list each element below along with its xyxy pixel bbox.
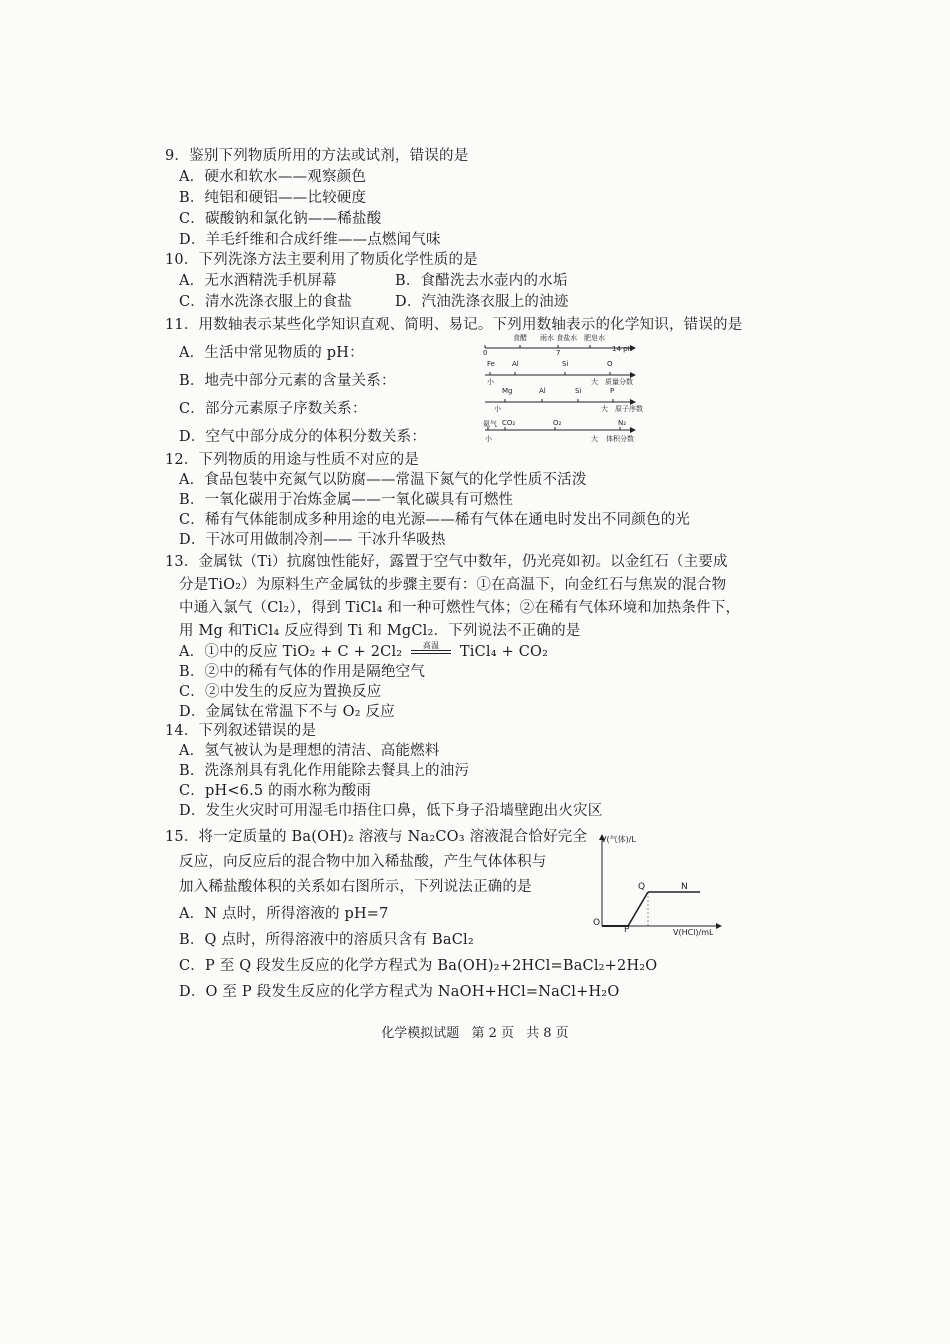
q13-line-4: 用 Mg 和TiCl₄ 反应得到 Ti 和 MgCl₂．下列说法不正确的是 — [179, 623, 581, 639]
q11-option-d: D．空气中部分成分的体积分数关系： — [179, 429, 427, 445]
axis-d-top-4: N₂ — [618, 419, 627, 427]
q15-line-1: 15．将一定质量的 Ba(OH)₂ 溶液与 Na₂CO₃ 溶液混合恰好完全 — [165, 829, 588, 845]
axis-d-top-1: 氦气 — [483, 420, 497, 428]
q12-option-a: A．食品包装中充氮气以防腐——常温下氮气的化学性质不活泼 — [179, 472, 587, 488]
q10-option-d: D．汽油洗涤衣服上的油迹 — [395, 294, 569, 310]
axis-b-top-4: O — [607, 360, 613, 368]
q10-option-b: B．食醋洗去水壶内的水垢 — [395, 273, 568, 289]
q10-row2 — [179, 292, 569, 312]
axis-a-top-3: 肥皂水 — [584, 334, 605, 342]
axis-b-top-3: Si — [562, 360, 569, 368]
gas-volume-graph — [590, 832, 730, 940]
graph-y-label: V(气体)/L — [601, 835, 636, 844]
axis-a-bottom-2: 7 — [556, 349, 561, 357]
footer-total: 共 8 页 — [526, 1026, 569, 1041]
q13-option-a — [179, 642, 548, 662]
q9-option-a: A．硬水和软水——观察颜色 — [179, 169, 367, 185]
q15-line-3: 加入稀盐酸体积的关系如右图所示，下列说法正确的是 — [179, 879, 532, 895]
graph-point-q: Q — [638, 882, 646, 892]
q9-option-b: B．纯铝和硬铝——比较硬度 — [179, 190, 367, 206]
q12-option-d: D．干冰可用做制冷剂—— 干冰升华吸热 — [179, 532, 446, 548]
q13-option-a-right: TiCl₄ + CO₂ — [459, 644, 549, 660]
q10-stem: 10．下列洗涤方法主要利用了物质化学性质的是 — [165, 252, 478, 268]
q12-stem: 12．下列物质的用途与性质不对应的是 — [165, 452, 420, 468]
q10-option-a: A．无水酒精洗手机屏幕 — [179, 273, 337, 289]
q14-option-c: C．pH<6.5 的雨水称为酸雨 — [179, 783, 372, 799]
q13-option-a-left: A．①中的反应 TiO₂ + C + 2Cl₂ — [179, 644, 403, 660]
axis-b-bottom-3: 质量分数 — [605, 378, 633, 386]
axis-a-bottom-3: 14 pH — [612, 345, 633, 353]
q15-option-d: D．O 至 P 段发生反应的化学方程式为 NaOH+HCl=NaCl+H₂O — [179, 984, 620, 1000]
q15-option-c: C．P 至 Q 段发生反应的化学方程式为 Ba(OH)₂+2HCl=BaCl₂+2H₂O — [179, 958, 658, 974]
q12-option-c: C．稀有气体能制成多种用途的电光源——稀有气体在通电时发出不同颜色的光 — [179, 512, 691, 528]
axis-c-bottom-1: 小 — [494, 405, 501, 413]
q13-option-b: B．②中的稀有气体的作用是隔绝空气 — [179, 664, 426, 680]
graph-point-p: P — [624, 925, 630, 935]
q13-line-3: 中通入氯气（Cl₂），得到 TiCl₄ 和一种可燃性气体；②在稀有气体环境和加热条件下， — [179, 600, 741, 616]
q11-option-a: A．生活中常见物质的 pH： — [179, 345, 364, 361]
q14-option-a: A．氢气被认为是理想的清洁、高能燃料 — [179, 743, 440, 759]
axis-a-top-1: 食醋 — [513, 334, 527, 342]
axis-c-top-1: Mg — [502, 387, 513, 395]
q13-option-d: D．金属钛在常温下不与 O₂ 反应 — [179, 704, 395, 720]
axis-b-top-2: Al — [512, 360, 519, 368]
axis-b-bottom-2: 大 — [591, 378, 598, 386]
axis-c-bottom-2: 大 — [601, 405, 608, 413]
q15-line-2: 反应，向反应后的混合物中加入稀盐酸，产生气体体积与 — [179, 854, 547, 870]
q9-stem: 9．鉴别下列物质所用的方法或试剂，错误的是 — [165, 148, 469, 164]
graph-point-n: N — [681, 882, 688, 892]
q14-option-d: D．发生火灾时可用湿毛巾捂住口鼻，低下身子沿墙壁跑出火灾区 — [179, 803, 603, 819]
page-footer — [0, 1022, 950, 1041]
graph-x-label: V(HCl)/mL — [673, 928, 714, 937]
axis-d-top-2: CO₂ — [502, 419, 516, 427]
axis-b-top-1: Fe — [487, 360, 495, 368]
axis-d-bottom-1: 小 — [485, 435, 492, 443]
axis-b-bottom-1: 小 — [487, 378, 494, 386]
axis-c-top-2: Al — [539, 387, 546, 395]
axis-d-top-3: O₂ — [553, 419, 562, 427]
axis-d-bottom-2: 大 — [591, 435, 598, 443]
q14-stem: 14．下列叙述错误的是 — [165, 723, 317, 739]
footer-page: 第 2 页 — [471, 1026, 514, 1041]
axis-c-bottom-3: 原子序数 — [615, 405, 643, 413]
axis-c-top-4: P — [610, 387, 615, 395]
q13-line-1: 13．金属钛（Ti）抗腐蚀性能好，露置于空气中数年，仍光亮如初。以金红石（主要成 — [165, 554, 728, 570]
axis-a-top-2: 雨水 食盐水 — [540, 334, 578, 342]
q9-option-d: D．羊毛纤维和合成纤维——点燃闻气味 — [179, 232, 441, 248]
graph-origin-label: O — [593, 918, 601, 928]
q14-option-b: B．洗涤剂具有乳化作用能除去餐具上的油污 — [179, 763, 470, 779]
q9-option-c: C．碳酸钠和氯化钠——稀盐酸 — [179, 211, 382, 227]
q11-option-b: B．地壳中部分元素的含量关系： — [179, 373, 396, 389]
q11-stem: 11．用数轴表示某些化学知识直观、简明、易记。下列用数轴表示的化学知识，错误的是 — [165, 317, 743, 333]
axis-c-top-3: Si — [575, 387, 582, 395]
q15-option-b: B．Q 点时，所得溶液中的溶质只含有 BaCl₂ — [179, 932, 474, 948]
reaction-arrow — [411, 642, 451, 662]
reaction-condition: 高温 — [422, 641, 440, 650]
q11-option-c: C．部分元素原子序数关系： — [179, 401, 367, 417]
q15-option-a: A．N 点时，所得溶液的 pH=7 — [179, 906, 389, 922]
axis-a-bottom-1: 0 — [483, 349, 488, 357]
q10-row1 — [179, 271, 568, 291]
q12-option-b: B．一氧化碳用于冶炼金属——一氧化碳具有可燃性 — [179, 492, 514, 508]
q13-option-c: C．②中发生的反应为置换反应 — [179, 684, 382, 700]
q10-option-c: C．清水洗涤衣服上的食盐 — [179, 294, 352, 310]
q13-line-2: 分是TiO₂）为原料生产金属钛的步骤主要有：①在高温下，向金红石与焦炭的混合物 — [179, 577, 727, 593]
axis-d-bottom-3: 体积分数 — [606, 435, 634, 443]
footer-title: 化学模拟试题 — [381, 1026, 460, 1041]
